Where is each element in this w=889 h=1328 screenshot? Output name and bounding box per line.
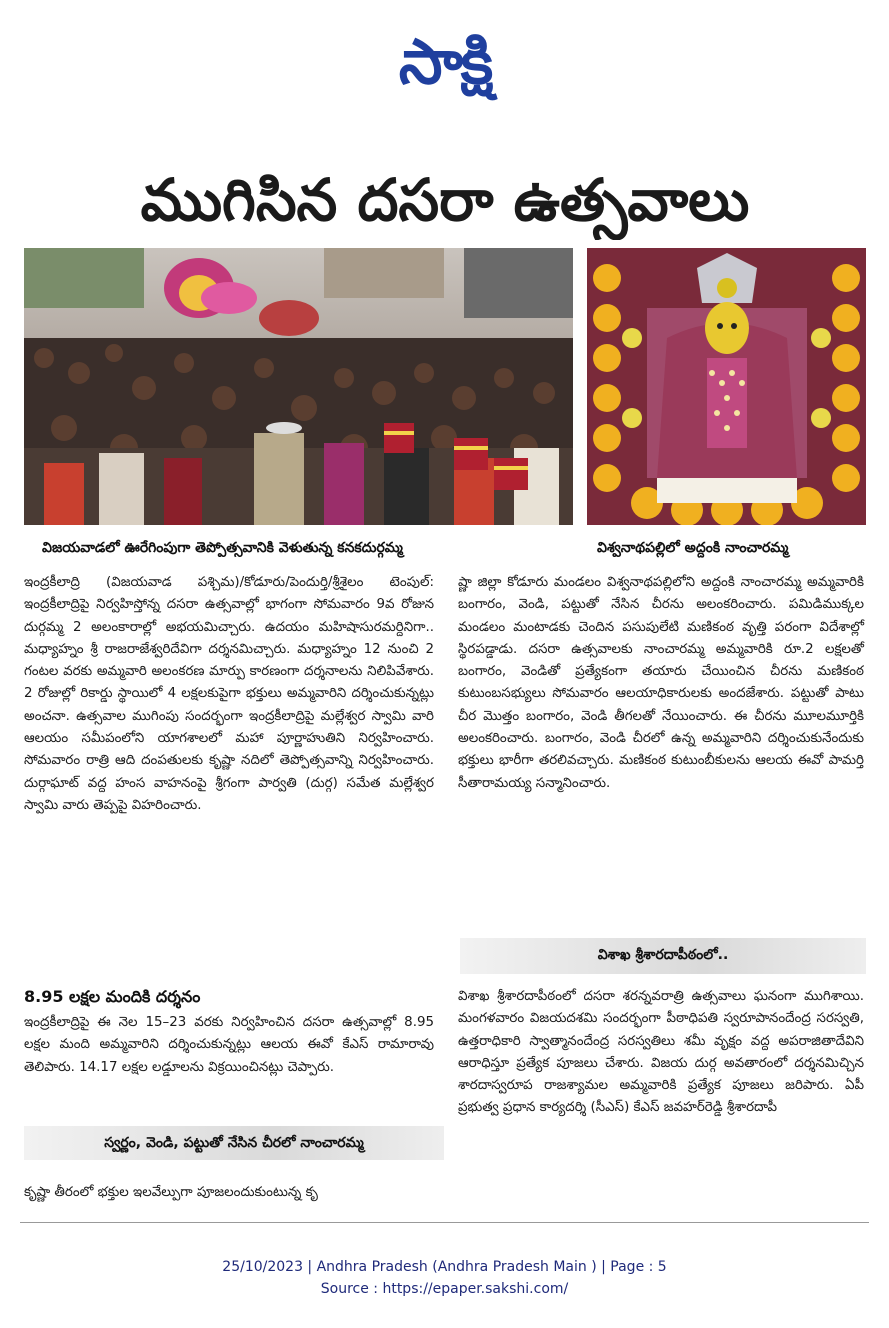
sakshi-logo: సాక్షి — [398, 25, 492, 98]
deity-photo — [587, 248, 866, 525]
sharada-peetham-band: విశాఖ శ్రీశారదాపీఠంలో.. — [460, 938, 866, 974]
left-photo-caption: విజయవాడలో ఊరేగింపుగా తెప్పోత్సవానికి వెళుతున్న కనకదుర్గమ్మ — [42, 540, 403, 556]
left-column-lead — [24, 572, 434, 817]
darshan-paragraph: ఇంద్రకీలాద్రిపై ఈ నెల 15–23 వరకు నిర్వహించిన దసరా ఉత్సవాల్లో 8.95 లక్షల మంది అమ్మవారిని దర్శించుకున్నట్లు ఆలయ ఈవో కేఎస్ రామారావు తెలిపారు. 14.17 లక్షల లడ్డూలను విక్రయించినట్లు చెప్పారు. — [24, 1015, 434, 1075]
lead-paragraph: ఇంద్రకీలాద్రి (విజయవాడ పశ్చిమ)/కోడూరు/పెందుర్తి/శ్రీశైలం టెంపుల్: ఇంద్రకీలాద్రిపై నిర్వహిస్తోన్న దసరా ఉత్సవాల్లో భాగంగా సోమవారం 9వ రోజున దుర్గమ్మ 2 అలంకారాల్లో అభయమిచ్చారు. ఉదయం మహిషాసురమర్దినిగా.. మధ్యాహ్నం శ్రీ రాజరాజేశ్వరిదేవిగా దర్శనమిచ్చారు. మధ్యాహ్నం 12 నుంచి 2 గంటల వరకు అమ్మవారి అలంకరణ మార్పు కారణంగా దర్శనాలను నిలిపివేశారు. 2 రోజుల్లో రికార్డు స్థాయిలో 4 లక్షలకుపైగా భక్తులు అమ్మవారిని దర్శించుకున్నట్లు అంచనా. ఉత్సవాల ముగింపు సందర్భంగా ఇంద్రకీలాద్రిపై మల్లేశ్వర స్వామి వారి ఆలయం సమీపంలోని యాగశాలలో మహా పూర్ణాహుతిని నిర్వహించారు. సోమవారం రాత్రి ఆది దంపతులకు కృష్ణా నదిలో తెప్పోత్సవాన్ని నిర్వహించారు. దుర్గాఘాట్ వద్ద హంస వాహనంపై శ్రీగంగా పార్వతి (దుర్గ) సమేత మల్లేశ్వర స్వామి వారు తెప్పపై విహరించారు. — [24, 575, 434, 813]
saree-paragraph: ష్ణా జిల్లా కోడూరు మండలం విశ్వనాథపల్లిలోని అద్దంకి నాంచారమ్మ అమ్మవారికి బంగారం, వెండి, పట్టుతో నేసిన చీరను అలంకరించారు. పమిడిముక్కల మండలం మంటాడకు చెందిన పసుపులేటి మణికంఠ వృత్తి పరంగా విదేశాల్లో స్థిరపడ్డాడు. దసరా ఉత్సవాలకు నాంచారమ్మ అమ్మవారికి రూ.2 లక్షలతో బంగారం, వెండితో ప్రత్యేకంగా తయారు చేయించిన చీరను మణికంఠ కుటుంబసభ్యులు సోమవారం ఆలయాధికారులకు అందజేశారు. పట్టుతో పాటు చీర మొత్తం బంగారం, వెండి తీగలతో నేయించారు. ఈ చీరను మూలమూర్తికి అలంకరించారు. బంగారం, వెండి చీరలో ఉన్న అమ్మవారిని దర్శించుకునేందుకు భక్తులు భారీగా తరలివచ్చారు. మణికంఠ కుటుంబీకులను ఆలయ ఈవో పామర్తి సీతారామయ్య సన్మానించారు. — [458, 575, 864, 791]
right-photo-caption: విశ్వనాథపల్లిలో అద్దంకి నాంచారమ్మ — [597, 540, 789, 556]
left-column-para3 — [24, 1182, 434, 1204]
footer-source: Source : https://epaper.sakshi.com/ — [320, 1281, 569, 1297]
nancharamma-intro: కృష్ణా తీరంలో భక్తుల ఇలవేల్పుగా పూజలందుకుంటున్న కృ — [24, 1185, 318, 1200]
sharada-paragraph: విశాఖ శ్రీశారదాపీఠంలో దసరా శరన్నవరాత్రి ఉత్సవాలు ఘనంగా ముగిశాయి. మంగళవారం విజయదశమి సందర్భంగా పీఠాధిపతి స్వరూపానందేంద్ర సరస్వతి, ఉత్తరాధికారి స్వాత్మానందేంద్ర సరస్వతిలు శమీ వృక్షం వద్ద అపరాజితాదేవిని ఆరాధిస్తూ ప్రత్యేక పూజలు చేశారు. విజయ దుర్గ అవతారంలో దర్శనమిచ్చిన శారదాస్వరూప రాజశ్యామల అమ్మవారికి ప్రత్యేక పూజలు జరిపారు. ఏపీ ప్రభుత్వ ప్రధాన కార్యదర్శి (సీఎస్) కేఎస్ జవహర్‌రెడ్డి శ్రీశారదాపీ — [458, 989, 864, 1116]
footer-dateline: 25/10/2023 | Andhra Pradesh (Andhra Pradesh Main ) | Page : 5 — [222, 1259, 667, 1275]
left-column-para2 — [24, 1012, 434, 1079]
right-column-para2 — [458, 986, 864, 1120]
left-subhead: 8.95 లక్షల మందికి దర్శనం — [24, 987, 201, 1006]
crowd-photo — [24, 248, 573, 525]
nancharamma-section-band: స్వర్ణం, వెండి, పట్టుతో నేసిన చీరలో నాంచారమ్మ — [24, 1126, 444, 1160]
right-column-para1 — [458, 572, 864, 795]
footer-divider — [20, 1222, 869, 1223]
page-headline: ముగిసిన దసరా ఉత్సవాలు — [140, 166, 750, 234]
